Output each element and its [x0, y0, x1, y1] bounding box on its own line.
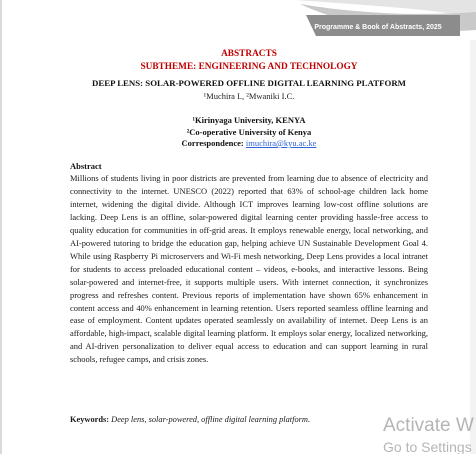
- subtheme-heading: SUBTHEME: ENGINEERING AND TECHNOLOGY: [140, 62, 358, 72]
- affiliation-2: ²Co-operative University of Kenya: [186, 126, 312, 137]
- conference-banner: Programme & Book of Abstracts, 2025: [314, 24, 442, 31]
- correspondence-email-link[interactable]: imuchira@kyu.ac.ke: [245, 138, 317, 148]
- watermark-line-2: Go to Settings: [383, 439, 472, 454]
- abstract-label: Abstract: [70, 161, 102, 171]
- abstract-body: Millions of students living in poor districts are prevented from learning due to absence of electricity and connectivity to the internet. UNESCO (2022) reported that 63% of school-age children lack home internet, widening the digital divide. Although ICT improves learning low-cost offline solutions are lacking. Deep Lens is an offline, solar-powered digital learning center providing hassle-free access to quality education for communities in off-grid areas. It employs renewable energy, local networking, and AI-powered tutoring to bridge the education gap, helping achieve UN Sustainable Development Goal 4. While using Raspberry Pi microservers and Wi-Fi mesh networking, Deep Lens provides a local intranet for students to access preloaded educational content – videos, e-books, and interactive lessons. Being solar-powered and internet-free, it supports multiple users. With internet connection, it synchronizes progress and refreshes content. Previous reports of implementation have shown 65% enhancement in content access and 40% enhancement in learning retention. Users reported seamless offline learning and ease of employment. Content updates operated seamlessly on availability of internet. Deep Lens is an affordable, high-impact, scalable digital learning platform. It employs solar energy, localized networking, and AI-driven personalization to deliver equal access to education and can support learning in rural schools, refugee camps, and crisis zones.: [70, 173, 428, 365]
- watermark-line-1: Activate W: [383, 415, 474, 436]
- author-list: ¹Muchira I., ²Mwaniki I.C.: [203, 91, 295, 101]
- affiliation-1: ¹Kirinyaga University, KENYA: [192, 115, 306, 125]
- vertical-scrollbar[interactable]: [470, 40, 476, 454]
- section-heading: ABSTRACTS: [221, 49, 277, 59]
- keywords-line: [70, 414, 428, 425]
- keywords-label: Keywords:: [70, 415, 110, 424]
- keywords-text: Deep lens, solar-powered, offline digital learning platform.: [111, 415, 311, 424]
- correspondence-label: Correspondence:: [181, 138, 244, 148]
- correspondence-line: [70, 138, 428, 150]
- page-edge-divider: [0, 0, 2, 454]
- abstract-heading: [70, 48, 428, 150]
- paper-title: DEEP LENS: SOLAR-POWERED OFFLINE DIGITAL LEARNING PLATFORM: [92, 78, 406, 88]
